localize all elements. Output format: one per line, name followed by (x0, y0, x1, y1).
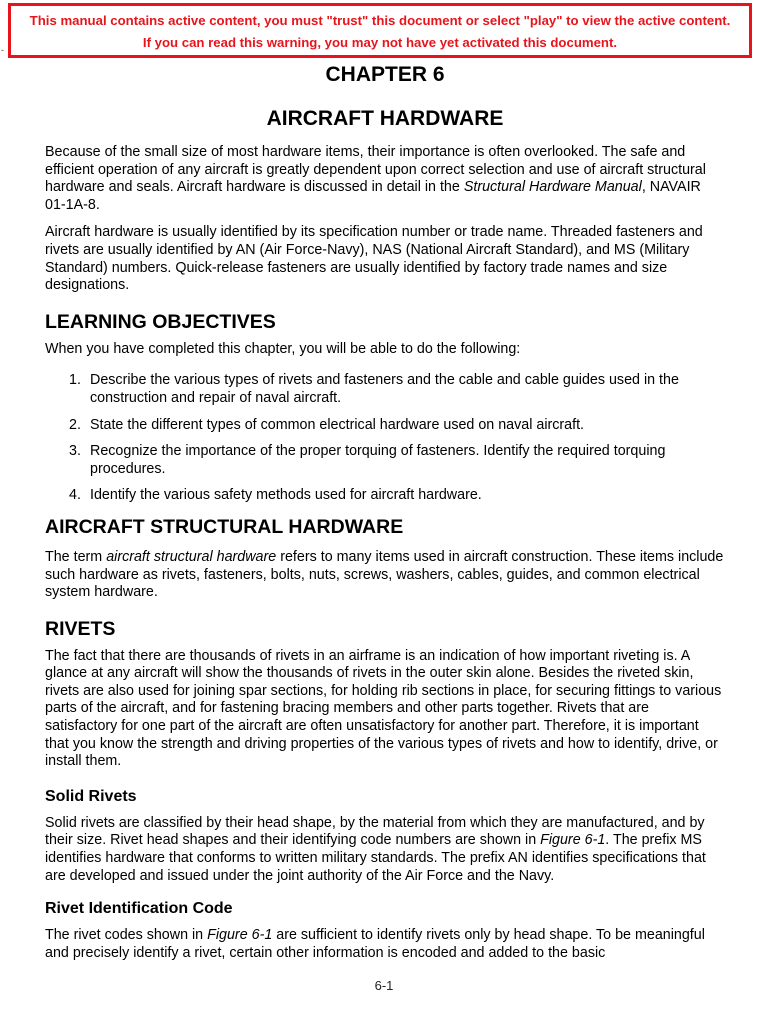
figure-reference: Figure 6-1 (540, 832, 606, 849)
rivet-id-code-heading: Rivet Identification Code (45, 900, 233, 918)
structural-text-b: refers to many items used in aircraft construction. These items include such hardware as rivets, fasteners, bolts, nuts, screws, washers, cables, guides, and common electrical system hardware. (45, 548, 724, 601)
active-content-warning (8, 3, 752, 58)
objective-item (45, 443, 725, 478)
objective-number: 1. (69, 372, 81, 389)
objective-number: 4. (69, 487, 81, 504)
chapter-title: AIRCRAFT HARDWARE (266, 107, 504, 130)
structural-hardware-paragraph (45, 549, 725, 602)
rivet-id-text-b: are sufficient to identify rivets only by head shape. To be meaningful and precisely identify a rivet, certain other information is encoded and added to the basic (45, 927, 705, 961)
solid-text-a: Solid rivets are classified by their head shape, by the material from which they are manufactured, and by their size. Rivet head shapes and their identifying code numbers are shown in (45, 814, 705, 849)
solid-text-b: . The prefix MS identifies hardware that conforms to written military standards. The prefix AN identifies specifications that are developed and issued under the joint authority of the Air Force and the Navy. (45, 832, 706, 884)
intro-paragraph-1 (45, 144, 725, 214)
solid-rivets-heading: Solid Rivets (45, 787, 137, 805)
rivet-id-code-paragraph (45, 927, 725, 962)
learning-objectives-lead: When you have completed this chapter, you will be able to do the following: (45, 340, 521, 357)
intro-p1-text-a: Because of the small size of most hardware items, their importance is often overlooked. The safe and efficient operation of any aircraft is greatly dependent upon correct selection and use of aircraft structural hardware and seals. Aircraft hardware is discussed in detail in the (45, 144, 706, 196)
objectives-list (45, 372, 725, 505)
structural-text-a: The term (45, 548, 107, 565)
intro-p1-text-b: , NAVAIR 01-1A-8. (45, 179, 701, 213)
chapter-heading: CHAPTER 6 (325, 63, 445, 86)
intro-paragraph-2: Aircraft hardware is usually identified by its specification number or trade name. Threaded fasteners and rivets are usually identified by AN (Air Force-Navy), NAS (National Aircraft Standard), and MS (Military Standard) numbers. Quick-release fasteners are usually identified by factory trade names and size designations. (45, 224, 703, 294)
page-number: 6-1 (374, 978, 394, 993)
page-content (45, 62, 725, 962)
objective-number: 2. (69, 416, 81, 433)
rivets-paragraph: The fact that there are thousands of rivets in an airframe is an indication of how important riveting is. A glance at any aircraft will show the thousands of rivets in the outer skin alone. Besides the riveted skin, rivets are also used for joining spar sections, for holding rib sections in place, for securing fittings to various parts of the aircraft, and for fastening bracing members and other parts together. Rivets that are satisfactory for one part of the aircraft are often unsatisfactory for another part. Therefore, it is important that you know the strength and driving properties of the various types of rivets and how to identify, drive, or install them. (45, 647, 722, 770)
objective-text: State the different types of common electrical hardware used on naval aircraft. (90, 416, 585, 433)
warning-line-1: This manual contains active content, you must "trust" this document or select "play" to view the active content. (29, 13, 731, 28)
structural-emphasis: aircraft structural hardware (106, 548, 277, 565)
learning-objectives-heading: LEARNING OBJECTIVES (45, 310, 276, 333)
solid-rivets-paragraph (45, 815, 725, 885)
objective-text: Describe the various types of rivets and fasteners and the cable and cable guides used in the construction and repair of naval aircraft. (90, 372, 679, 406)
objective-item (45, 487, 725, 505)
objective-text: Recognize the importance of the proper torquing of fasteners. Identify the required torquing procedures. (90, 443, 666, 477)
warning-line-2: If you can read this warning, you may not have yet activated this document. (142, 35, 618, 50)
rivets-heading: RIVETS (45, 617, 116, 640)
margin-mark: - (1, 45, 4, 55)
intro-p1-emphasis: Structural Hardware Manual (463, 179, 642, 196)
objective-text: Identify the various safety methods used for aircraft hardware. (90, 487, 482, 504)
figure-reference: Figure 6-1 (207, 927, 273, 944)
structural-hardware-heading: AIRCRAFT STRUCTURAL HARDWARE (45, 515, 404, 538)
objective-item (45, 417, 725, 435)
rivet-id-text-a: The rivet codes shown in (45, 927, 208, 944)
objective-item (45, 372, 725, 407)
objective-number: 3. (69, 443, 81, 460)
